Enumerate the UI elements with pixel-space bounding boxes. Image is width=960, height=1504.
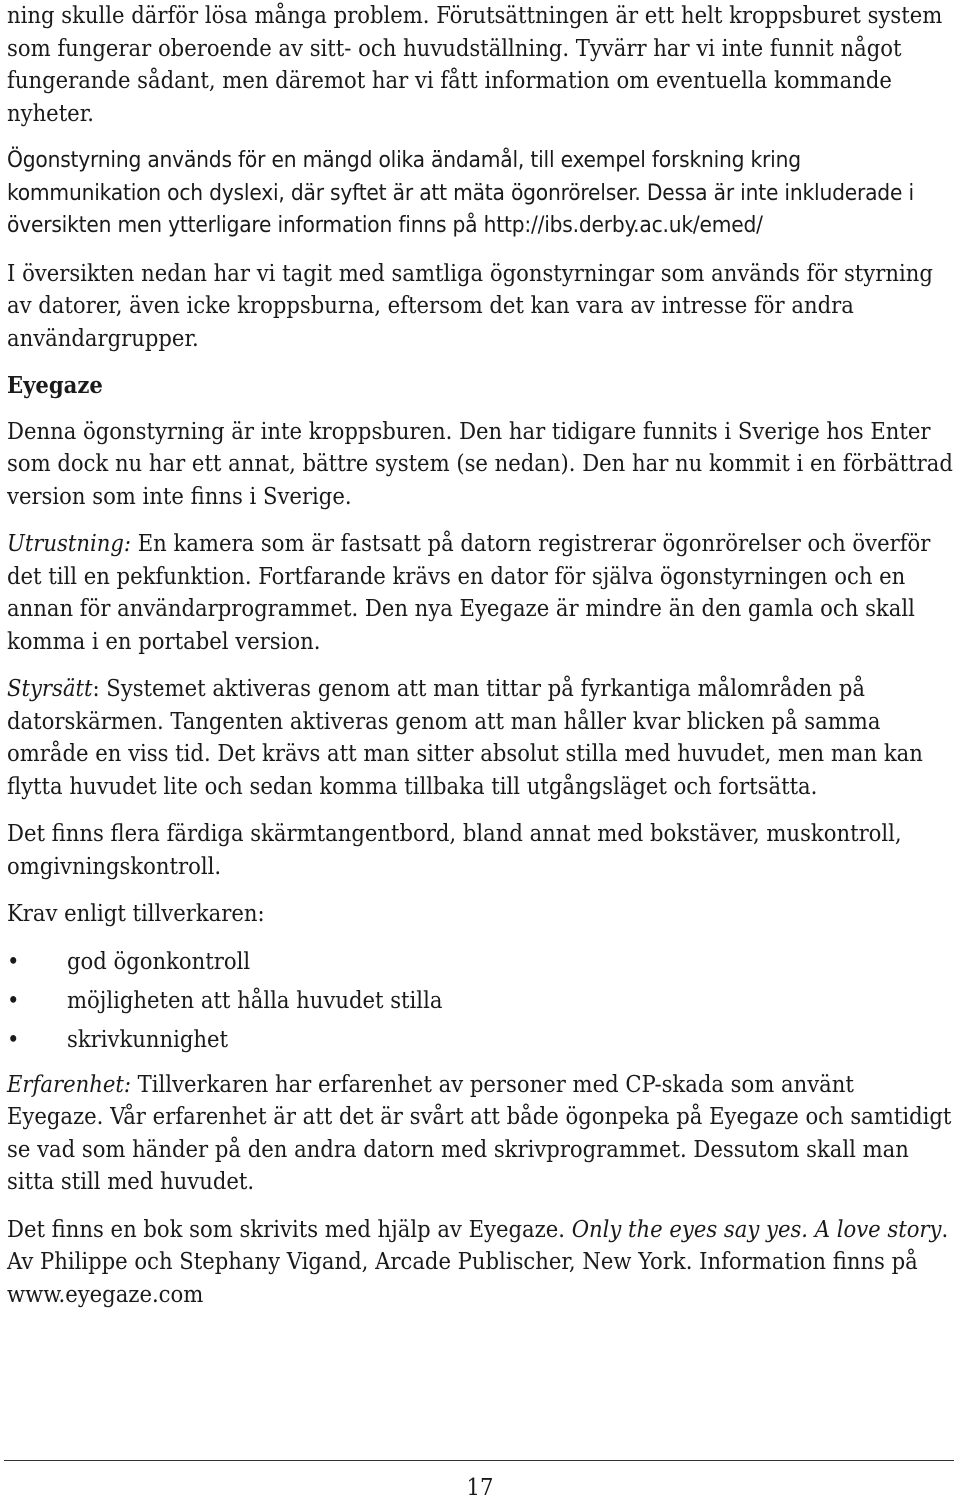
experience-label: Erfarenhet: — [7, 1069, 131, 1098]
control-label: Styrsätt — [7, 674, 93, 702]
list-item-text: god ögonkontroll — [67, 946, 251, 975]
equipment-label: Utrustning: — [7, 529, 132, 557]
bullet-icon: • — [7, 1024, 20, 1053]
list-item-text: möjligheten att hålla huvudet stilla — [67, 985, 443, 1014]
footer-divider — [4, 1460, 954, 1461]
page-number: 17 — [466, 1473, 494, 1501]
bullet-icon: • — [7, 985, 20, 1014]
bullet-icon: • — [7, 946, 20, 975]
requirements-intro: Krav enligt tillverkaren: — [7, 899, 265, 927]
keyboards-paragraph: Det finns flera färdiga skärmtangentbord, bland annat med bokstäver, muskontroll, omgivningskontroll. — [7, 819, 902, 880]
overview-paragraph: I översikten nedan har vi tagit med samtliga ögonstyrningar som används för styrning av datorer, även icke kroppsburna, eftersom det kan vara av intresse för andra användargrupper. — [7, 258, 933, 352]
book-text-start: Det finns en bok som skrivits med hjälp av Eyegaze. — [7, 1214, 572, 1243]
book-title: Only the eyes say yes. A love story — [571, 1214, 942, 1243]
equipment-paragraph — [7, 527, 953, 657]
control-text: : Systemet aktiveras genom att man tittar på fyrkantiga målområden på datorskärmen. Tangenten aktiveras genom att man håller kvar blicken på samma område en viss tid. Det krävs att man sitter absolut stilla med huvudet, men man kan flytta huvudet lite och sedan komma tillbaka till utgångsläget och fortsätta. — [7, 674, 923, 800]
equipment-text: En kamera som är fastsatt på datorn registrerar ögonrörelser och överför det till en pekfunktion. Fortfarande krävs en dator för själva ögonstyrningen och en annan för användarprogrammet. Den nya Eyegaze är mindre än den gamla och skall komma i en portabel version. — [7, 529, 931, 655]
intro-paragraph: ning skulle därför lösa många problem. Förutsättningen är ett helt kroppsburet system som fungerar oberoende av sitt- och huvudställning. Tyvärr har vi inte funnit något fungerande sådant, men däremot har vi fått information om eventuella kommande nyheter. — [7, 1, 943, 127]
page-content — [7, 0, 953, 1325]
book-paragraph — [7, 1213, 953, 1311]
eyegaze-intro-paragraph: Denna ögonstyrning är inte kroppsburen. Den har tidigare funnits i Sverige hos Enter som dock nu har ett annat, bättre system (se nedan). Den har nu kommit i en förbättrad version som inte finns i Sverige. — [7, 416, 953, 510]
control-paragraph — [7, 672, 953, 802]
list-item — [7, 1023, 953, 1062]
book-text-end: . Av Philippe och Stephany Vigand, Arcade Publischer, New York. Information finns på www.eyegaze.com — [7, 1214, 949, 1308]
experience-text: Tillverkaren har erfarenhet av personer med CP-skada som använt Eyegaze. Vår erfarenhet är att det är svårt att både ögonpeka på Eyegaze och samtidigt se vad som händer på den andra datorn med skrivprogrammet. Dessutom skall man sitta still med huvudet. — [7, 1069, 952, 1195]
research-paragraph: Ögonstyrning används för en mängd olika ändamål, till exempel forskning kring kommunikation och dyslexi, där syftet är att mäta ögonrörelser. Dessa är inte inkluderade i översikten men ytterligare information finns på http://ibs.derby.ac.uk/emed/ — [7, 147, 914, 238]
list-item — [7, 945, 953, 984]
experience-paragraph — [7, 1068, 953, 1198]
requirements-list — [7, 945, 953, 1062]
list-item-text: skrivkunnighet — [67, 1024, 229, 1053]
section-heading: Eyegaze — [7, 371, 103, 399]
list-item — [7, 984, 953, 1023]
